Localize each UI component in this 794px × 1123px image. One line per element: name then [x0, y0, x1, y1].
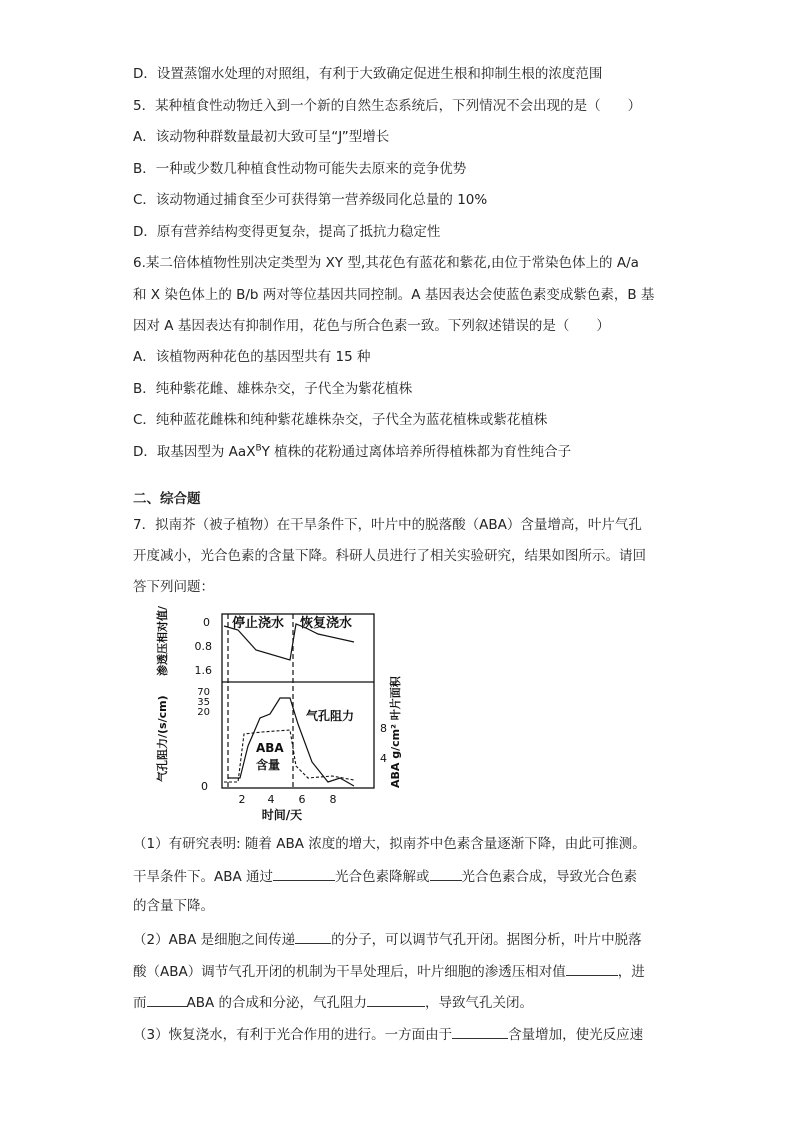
annotation-stomatal-resistance: 气孔阻力: [306, 709, 355, 723]
phase-label-stop: 停止浇水: [232, 616, 285, 631]
q7-stem-line3: 答下列问题：: [133, 579, 214, 595]
answer-blank[interactable]: [367, 992, 425, 1007]
q5-stem: 5．某种植食性动物迁入到一个新的自然生态系统后，下列情况不会出现的是（ ）: [133, 98, 642, 114]
q7-part2-line1: （2）ABA 是细胞之间传递 的分子，可以调节气孔开闭。据图分析，叶片中脱落: [133, 929, 642, 950]
top-y-tick-0: 0: [203, 616, 210, 629]
x-tick-6: 6: [298, 793, 306, 806]
x-axis-label: 时间/天: [261, 808, 303, 822]
q5-option-c: C．该动物通过捕食至少可获得第一营养级同化总量的 10%: [133, 192, 488, 208]
q5-option-a: A．该动物种群数量最初大致可呈“J”型增长: [133, 129, 390, 145]
bottom-y-tick-20: 20: [197, 707, 210, 718]
answer-blank[interactable]: [566, 961, 618, 976]
q7-part2-line2: 酸（ABA）调节气孔开闭的机制为干旱处理后，叶片细胞的渗透压相对值 ，进: [133, 961, 645, 982]
q7-stem-line1: 7．拟南芥（被子植物）在干旱条件下，叶片中的脱落酸（ABA）含量增高，叶片气孔: [133, 517, 642, 533]
x-tick-8: 8: [329, 793, 337, 806]
answer-blank[interactable]: [295, 929, 331, 944]
x-tick-4: 4: [267, 793, 275, 806]
phase-label-resume: 恢复浇水: [300, 616, 353, 631]
chart-frame: [222, 614, 374, 788]
answer-blank[interactable]: [147, 992, 187, 1007]
x-tick-2: 2: [238, 793, 246, 806]
top-y-tick-1: 0.8: [194, 640, 212, 653]
experiment-chart: [152, 606, 442, 822]
bottom-y-tick-70: 70: [197, 687, 210, 698]
q6-stem-line2: 和 X 染色体上的 B/b 两对等位基因共同控制。A 基因表达会使蓝色素变成紫色素，B 基: [133, 287, 655, 303]
q5-option-b: B．一种或少数几种植食性动物可能失去原来的竞争优势: [133, 161, 467, 177]
q6-stem-line3: 因对 A 基因表达有抑制作用，花色与所合色素一致。下列叙述错误的是（ ）: [133, 318, 610, 334]
answer-blank[interactable]: [452, 1024, 508, 1039]
right-y-tick-4: 4: [380, 752, 387, 765]
q6-option-d: D．取基因型为 AaX$^B$Y 植株的花粉通过离体培养所得植株都为育性纯合子: [133, 443, 572, 460]
answer-blank[interactable]: [273, 866, 335, 881]
annotation-content: 含量: [256, 758, 281, 772]
q5-option-d: D．原有营养结构变得更复杂，提高了抵抗力稳定性: [133, 224, 441, 240]
q6-stem-line1: 6.某二倍体植物性别决定类型为 XY 型,其花色有蓝花和紫花,由位于常染色体上的 A/a: [133, 255, 639, 271]
annotation-aba: ABA: [256, 741, 284, 755]
bottom-y-tick-35: 35: [197, 697, 210, 708]
q6-option-c: C．纯种蓝花雌株和纯种紫花雄株杂交，子代全为蓝花植株或紫花植株: [133, 412, 548, 428]
bottom-y-tick-0: 0: [201, 780, 208, 793]
top-y-tick-2: 1.6: [194, 664, 212, 677]
top-y-label: 渗透压相对值/Mp3: [156, 606, 169, 676]
q7-part2-line3: 而 ABA 的合成和分泌，气孔阻力 ，导致气孔关闭。: [133, 992, 533, 1013]
q7-stem-line2: 开度减小，光合色素的含量下降。科研人员进行了相关实验研究，结果如图所示。请回: [133, 548, 646, 564]
q7-part1-line3: 的含量下降。: [133, 898, 214, 914]
answer-blank[interactable]: [430, 866, 462, 881]
q6-option-b: B．纯种紫花雌、雄株杂交，子代全为紫花植株: [133, 381, 413, 397]
right-y-tick-8: 8: [380, 722, 387, 735]
q4-option-d: D．设置蒸馏水处理的对照组，有利于大致确定促进生根和抑制生根的浓度范围: [133, 66, 603, 82]
section-title: 二、综合题: [133, 491, 201, 507]
q7-part3-line1: （3）恢复浇水，有利于光合作用的进行。一方面由于 含量增加，使光反应速: [133, 1024, 643, 1045]
bottom-y-label-left: 气孔阻力/(s/cm): [156, 695, 169, 782]
q6-option-a: A．该植物两种花色的基因型共有 15 种: [133, 349, 371, 365]
q7-part1-line2: 干旱条件下。ABA 通过 光合色素降解或 光合色素合成，导致光合色素: [133, 866, 637, 887]
bottom-y-label-right: ABA g/cm² 叶片面积: [389, 676, 402, 788]
q7-part1-line1: （1）有研究表明: 随着 ABA 浓度的增大，拟南芥中色素含量逐渐下降，由此可推测。: [133, 836, 646, 852]
series-aba-content: [224, 730, 354, 782]
